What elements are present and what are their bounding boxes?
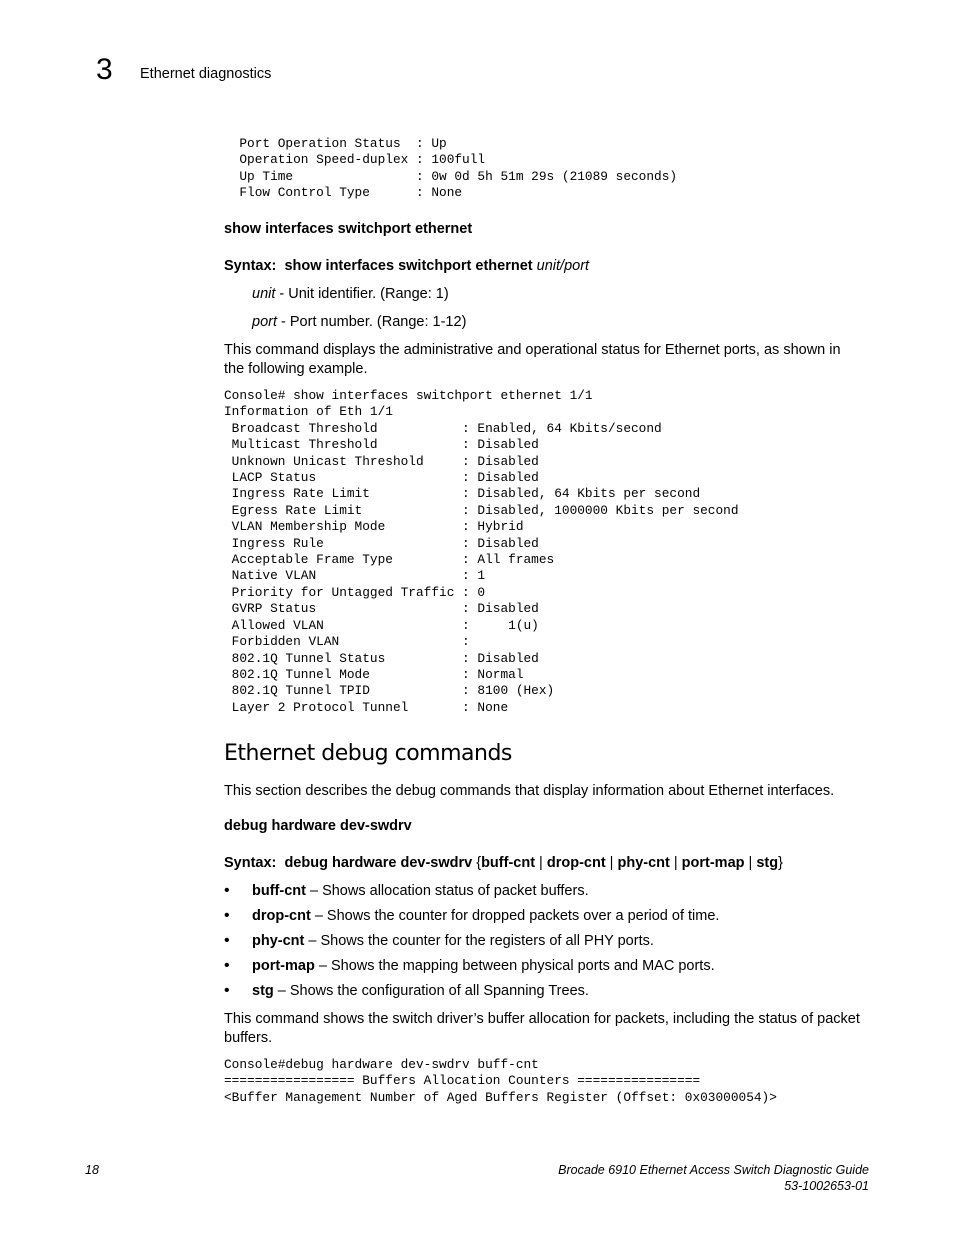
bullet-icon: • bbox=[224, 957, 230, 974]
syntax-line bbox=[224, 257, 589, 276]
code-line: Information of Eth 1/1 bbox=[224, 404, 393, 420]
syntax-param: unit/port bbox=[536, 258, 590, 274]
code-block-buff-cnt bbox=[224, 1057, 777, 1106]
option-term: phy-cnt bbox=[252, 933, 305, 949]
section-title: Ethernet debug commands bbox=[224, 741, 512, 766]
syntax-separator: | bbox=[605, 855, 618, 871]
code-line: GVRP Status : Disabled bbox=[224, 601, 539, 617]
code-line: VLAN Membership Mode : Hybrid bbox=[224, 519, 524, 535]
code-line: Console#debug hardware dev-swdrv buff-cnt bbox=[224, 1057, 539, 1072]
syntax-option: buff-cnt bbox=[481, 855, 536, 871]
chapter-number: 3 bbox=[96, 53, 113, 86]
param-unit bbox=[252, 285, 449, 304]
option-description: – Shows the counter for dropped packets over a period of time. bbox=[310, 908, 720, 924]
code-line: <Buffer Management Number of Aged Buffers Register (Offset: 0x03000054)> bbox=[224, 1089, 777, 1105]
list-item bbox=[224, 907, 719, 932]
list-item bbox=[224, 957, 719, 982]
option-description: – Shows the mapping between physical ports and MAC ports. bbox=[314, 958, 715, 974]
syntax-option: drop-cnt bbox=[546, 855, 606, 871]
footer-doc-number: 53-1002653-01 bbox=[784, 1179, 869, 1193]
code-line: Operation Speed-duplex : 100full bbox=[224, 152, 486, 168]
syntax-open-brace: { bbox=[476, 855, 482, 871]
debug-syntax-line bbox=[224, 854, 783, 873]
code-line: Port Operation Status : Up bbox=[224, 136, 447, 151]
syntax-close-brace: } bbox=[778, 855, 783, 871]
syntax-separator: | bbox=[669, 855, 682, 871]
param-desc: - Port number. (Range: 1-12) bbox=[277, 314, 467, 330]
param-name: unit bbox=[252, 286, 276, 302]
list-item bbox=[224, 882, 719, 907]
code-line: Layer 2 Protocol Tunnel : None bbox=[224, 699, 509, 715]
syntax-option: phy-cnt bbox=[617, 855, 670, 871]
option-term: port-map bbox=[252, 958, 315, 974]
option-term: stg bbox=[252, 983, 274, 999]
syntax-command: show interfaces switchport ethernet bbox=[284, 258, 533, 274]
code-line: Flow Control Type : None bbox=[224, 185, 463, 201]
option-description: – Shows the configuration of all Spanning Trees. bbox=[273, 983, 589, 999]
code-line: ================= Buffers Allocation Counters ================ bbox=[224, 1073, 701, 1089]
param-desc: - Unit identifier. (Range: 1) bbox=[275, 286, 449, 302]
option-term: buff-cnt bbox=[252, 883, 306, 899]
syntax-label: Syntax: bbox=[224, 855, 277, 871]
code-line: 802.1Q Tunnel TPID : 8100 (Hex) bbox=[224, 683, 555, 699]
code-line: Ingress Rate Limit : Disabled, 64 Kbits per second bbox=[224, 486, 701, 502]
code-line: Broadcast Threshold : Enabled, 64 Kbits/second bbox=[224, 420, 662, 436]
code-line: Allowed VLAN : 1(u) bbox=[224, 617, 539, 633]
syntax-separator: | bbox=[535, 855, 547, 871]
option-description: – Shows allocation status of packet buffers. bbox=[305, 883, 589, 899]
chapter-title: Ethernet diagnostics bbox=[140, 66, 272, 82]
page-number: 18 bbox=[85, 1163, 99, 1177]
code-line: Acceptable Frame Type : All frames bbox=[224, 552, 555, 568]
code-line: LACP Status : Disabled bbox=[224, 470, 539, 486]
code-line: 802.1Q Tunnel Mode : Normal bbox=[224, 666, 524, 682]
code-line: 802.1Q Tunnel Status : Disabled bbox=[224, 650, 539, 666]
command-heading: show interfaces switchport ethernet bbox=[224, 221, 473, 237]
syntax-option: stg bbox=[756, 855, 779, 871]
code-line: Unknown Unicast Threshold : Disabled bbox=[224, 453, 539, 469]
switchport-description: This command displays the administrative and operational status for Ethernet ports, as shown in the following example. bbox=[224, 342, 841, 377]
code-line: Native VLAN : 1 bbox=[224, 568, 486, 584]
code-line: Up Time : 0w 0d 5h 51m 29s (21089 seconds) bbox=[224, 168, 678, 184]
option-list bbox=[224, 882, 719, 1007]
bullet-icon: • bbox=[224, 932, 230, 949]
code-block-port-status bbox=[224, 136, 677, 202]
code-line: Ingress Rule : Disabled bbox=[224, 535, 539, 551]
bullet-icon: • bbox=[224, 982, 230, 999]
syntax-options bbox=[481, 855, 778, 871]
option-description: – Shows the counter for the registers of all PHY ports. bbox=[304, 933, 654, 949]
code-line: Console# show interfaces switchport ethernet 1/1 bbox=[224, 388, 593, 403]
bullet-icon: • bbox=[224, 907, 230, 924]
list-item bbox=[224, 982, 719, 1007]
code-line: Forbidden VLAN : bbox=[224, 634, 470, 650]
syntax-label: Syntax: bbox=[224, 258, 277, 274]
debug-subheading: debug hardware dev-swdrv bbox=[224, 818, 412, 834]
footer-doc-info bbox=[558, 1162, 869, 1194]
option-term: drop-cnt bbox=[252, 908, 311, 924]
syntax-option: port-map bbox=[681, 855, 745, 871]
code-line: Egress Rate Limit : Disabled, 1000000 Kbits per second bbox=[224, 502, 739, 518]
syntax-command: debug hardware dev-swdrv bbox=[284, 855, 473, 871]
code-line: Priority for Untagged Traffic : 0 bbox=[224, 584, 486, 600]
code-block-switchport bbox=[224, 388, 739, 716]
param-name: port bbox=[252, 314, 277, 330]
syntax-separator: | bbox=[744, 855, 757, 871]
debug-intro: This section describes the debug commands that display information about Ethernet interfaces. bbox=[224, 783, 835, 799]
list-item bbox=[224, 932, 719, 957]
debug-description: This command shows the switch driver’s buffer allocation for packets, including the status of packet buffers. bbox=[224, 1011, 860, 1046]
code-line: Multicast Threshold : Disabled bbox=[224, 437, 539, 453]
bullet-icon: • bbox=[224, 882, 230, 899]
footer-doc-title: Brocade 6910 Ethernet Access Switch Diagnostic Guide bbox=[558, 1163, 869, 1177]
param-port bbox=[252, 313, 466, 332]
